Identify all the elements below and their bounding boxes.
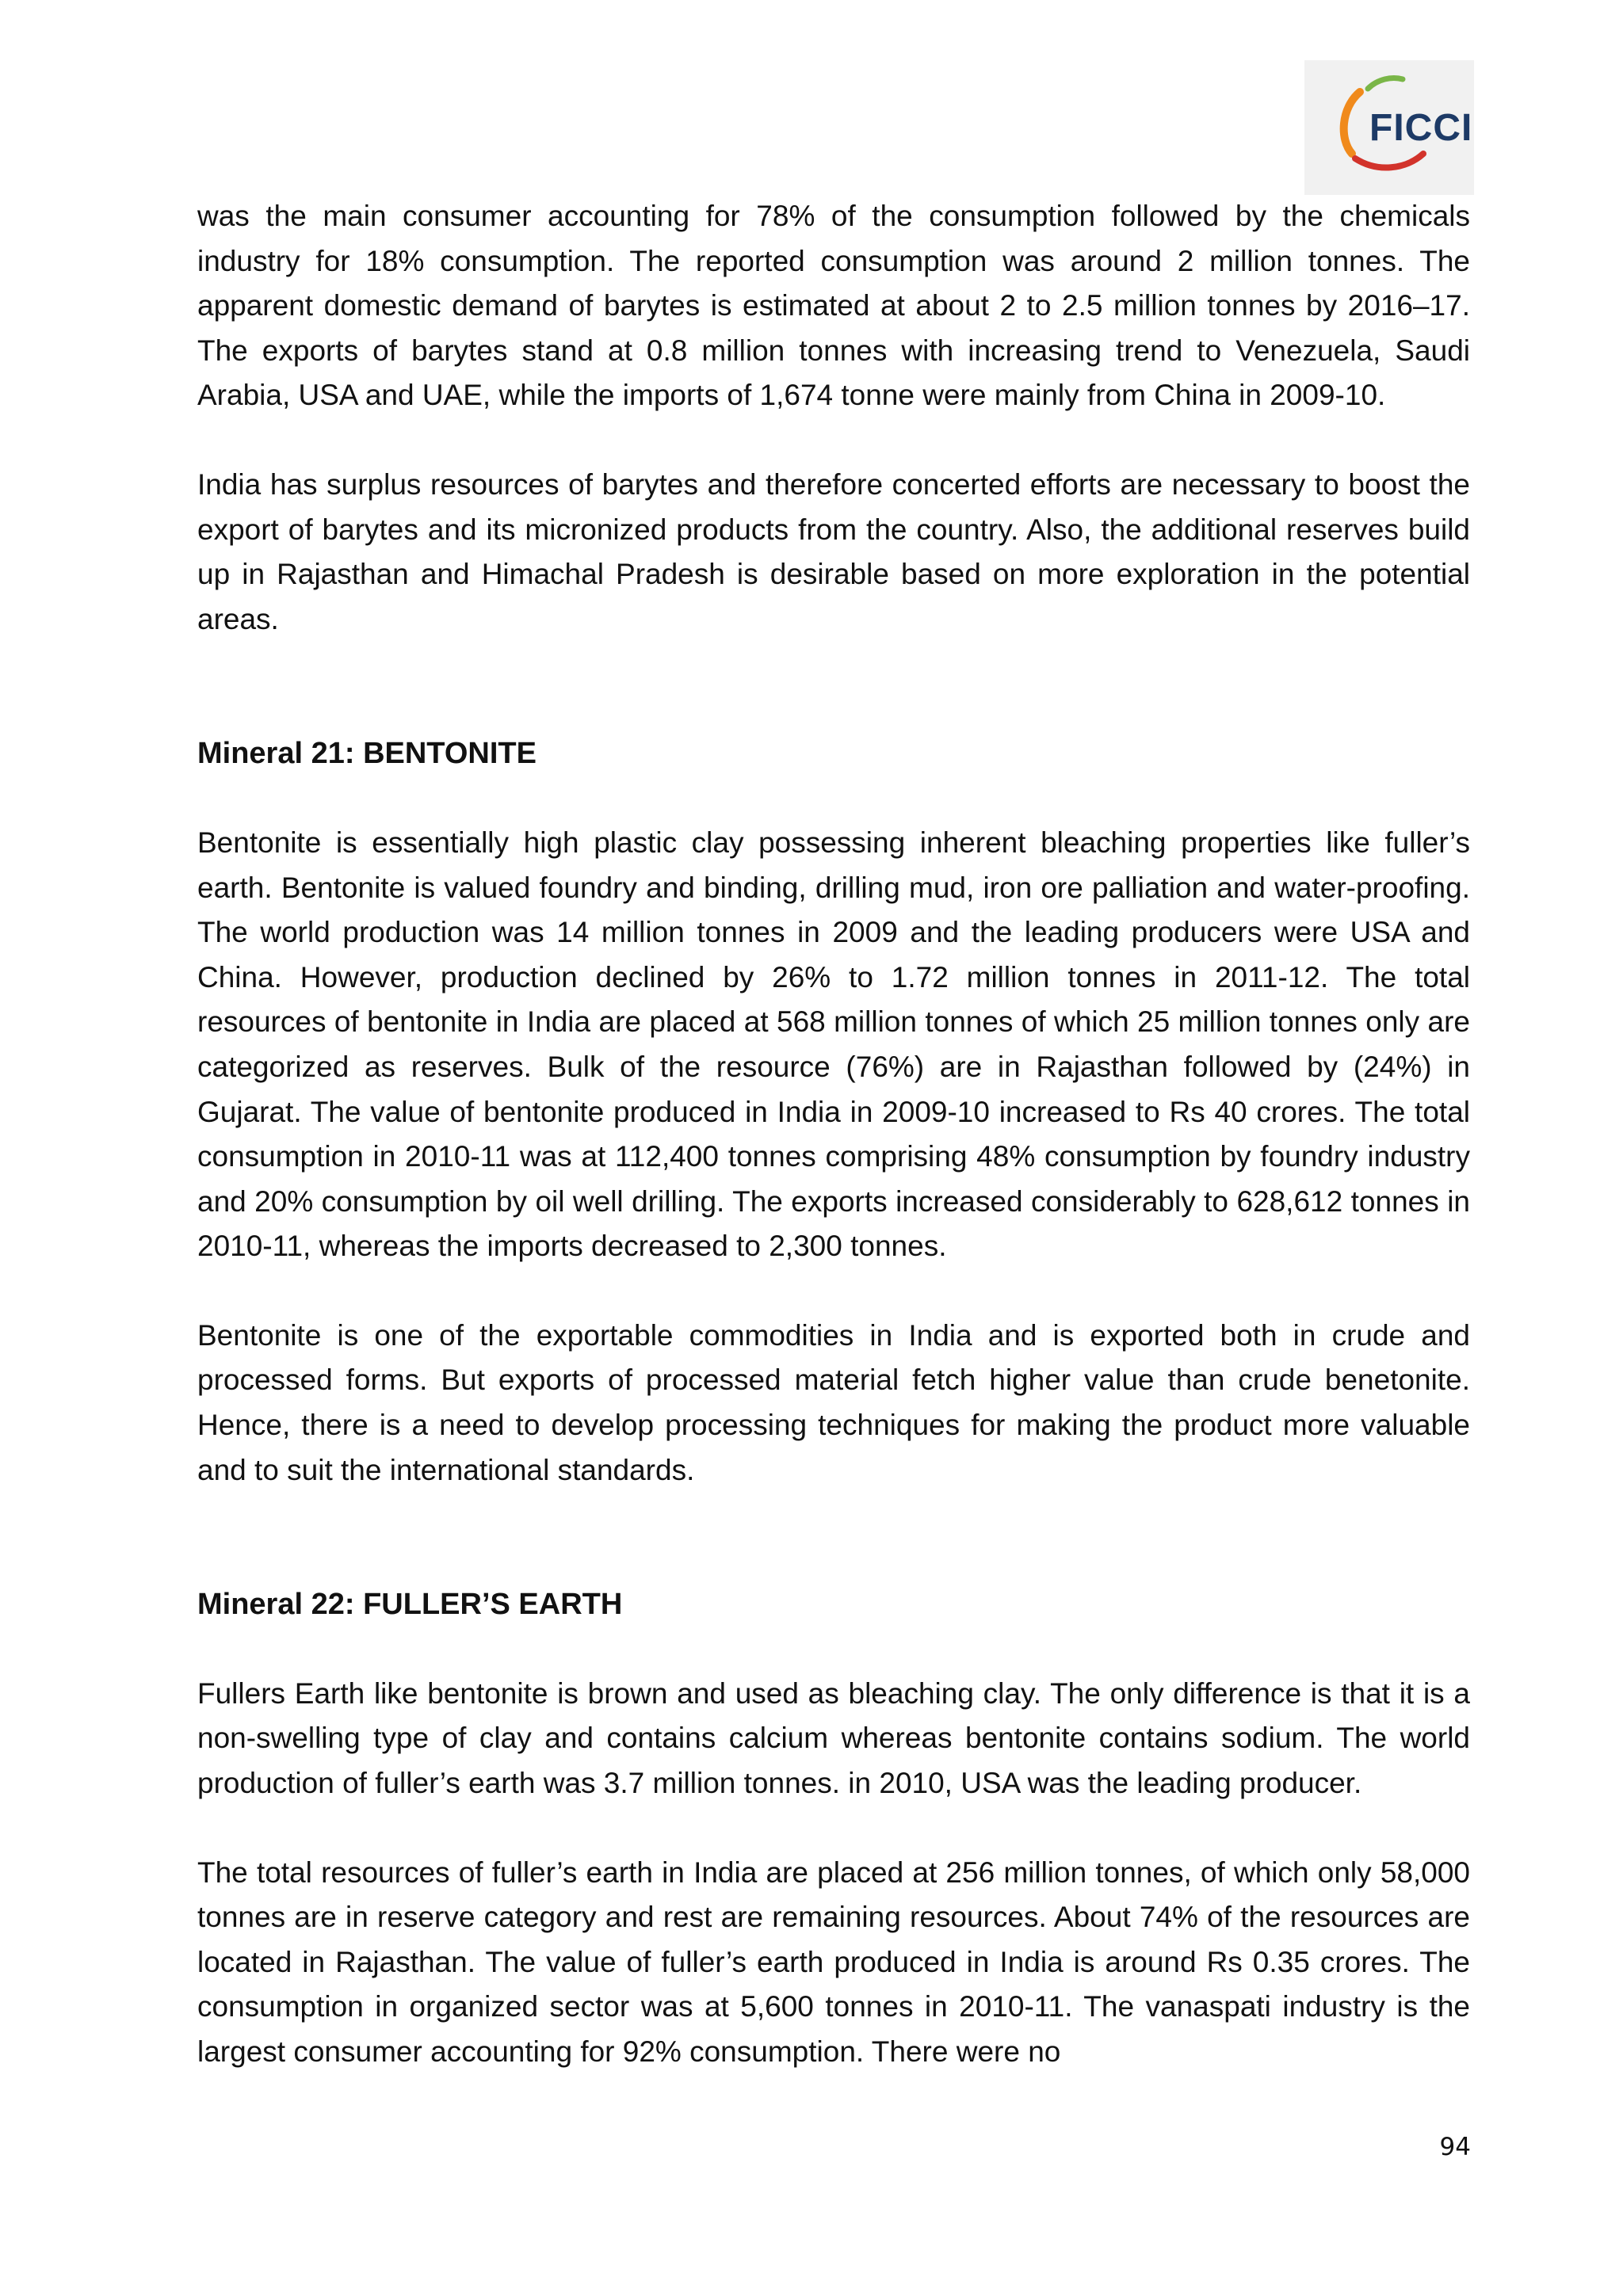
paragraph: The total resources of fuller’s earth in India are placed at 256 million tonnes, of which only 58,000 tonnes are in reserve category and rest are remaining resources. About 74% of the resources are located in Rajasthan. The value of fuller’s earth produced in India is around Rs 0.35 crores. The consumption in organized sector was at 5,600 tonnes in 2010-11. The vanaspati industry is the largest consumer accounting for 92% consumption. There were no — [197, 1855, 1470, 2068]
document-body — [197, 194, 1470, 2075]
page-number: 94 — [1439, 2133, 1471, 2161]
paragraph: Bentonite is essentially high plastic clay possessing inherent bleaching properties like fuller’s earth. Bentonite is valued foundry and binding, drilling mud, iron ore palliation and water-proofing. The world production was 14 million tonnes in 2009 and the leading producers were USA and China. However, production declined by 26% to 1.72 million tonnes in 2011-12. The total resources of bentonite in India are placed at 568 million tonnes of which 25 million tonnes only are categorized as reserves. Bulk of the resource (76%) are in Rajasthan followed by (24%) in Gujarat. The value of bentonite produced in India in 2009-10 increased to Rs 40 crores. The total consumption in 2010-11 was at 112,400 tonnes comprising 48% consumption by foundry industry and 20% consumption by oil well drilling. The exports increased considerably to 628,612 tonnes in 2010-11, whereas the imports decreased to 2,300 tonnes. — [197, 826, 1470, 1263]
paragraph: Fullers Earth like bentonite is brown and used as bleaching clay. The only difference is that it is a non-swelling type of clay and contains calcium whereas bentonite contains sodium. The world production of fuller’s earth was 3.7 million tonnes. in 2010, USA was the leading producer. — [197, 1676, 1470, 1800]
paragraph: India has surplus resources of barytes and therefore concerted efforts are necessary to boost the export of barytes and its micronized products from the country. Also, the additional reserves build up in Rajasthan and Himachal Pradesh is desirable based on more exploration in the potential areas. — [197, 467, 1470, 635]
paragraph: Bentonite is one of the exportable commodities in India and is exported both in crude and processed forms. But exports of processed material fetch higher value than crude benetonite. Hence, there is a need to develop processing techniques for making the product more valuable and to suit the international standards. — [197, 1318, 1470, 1486]
ficci-logo — [1304, 60, 1474, 195]
logo-text: FICCI — [1369, 107, 1473, 149]
section-heading-fullers-earth: Mineral 22: FULLER’S EARTH — [197, 1588, 623, 1622]
section-heading-bentonite: Mineral 21: BENTONITE — [197, 737, 537, 771]
paragraph: was the main consumer accounting for 78% of the consumption followed by the chemicals industry for 18% consumption. The reported consumption was around 2 million tonnes. The apparent domestic demand of barytes is estimated at about 2 to 2.5 million tonnes by 2016–17. The exports of barytes stand at 0.8 million tonnes with increasing trend to Venezuela, Saudi Arabia, USA and UAE, while the imports of 1,674 tonne were mainly from China in 2009-10. — [197, 200, 1470, 412]
